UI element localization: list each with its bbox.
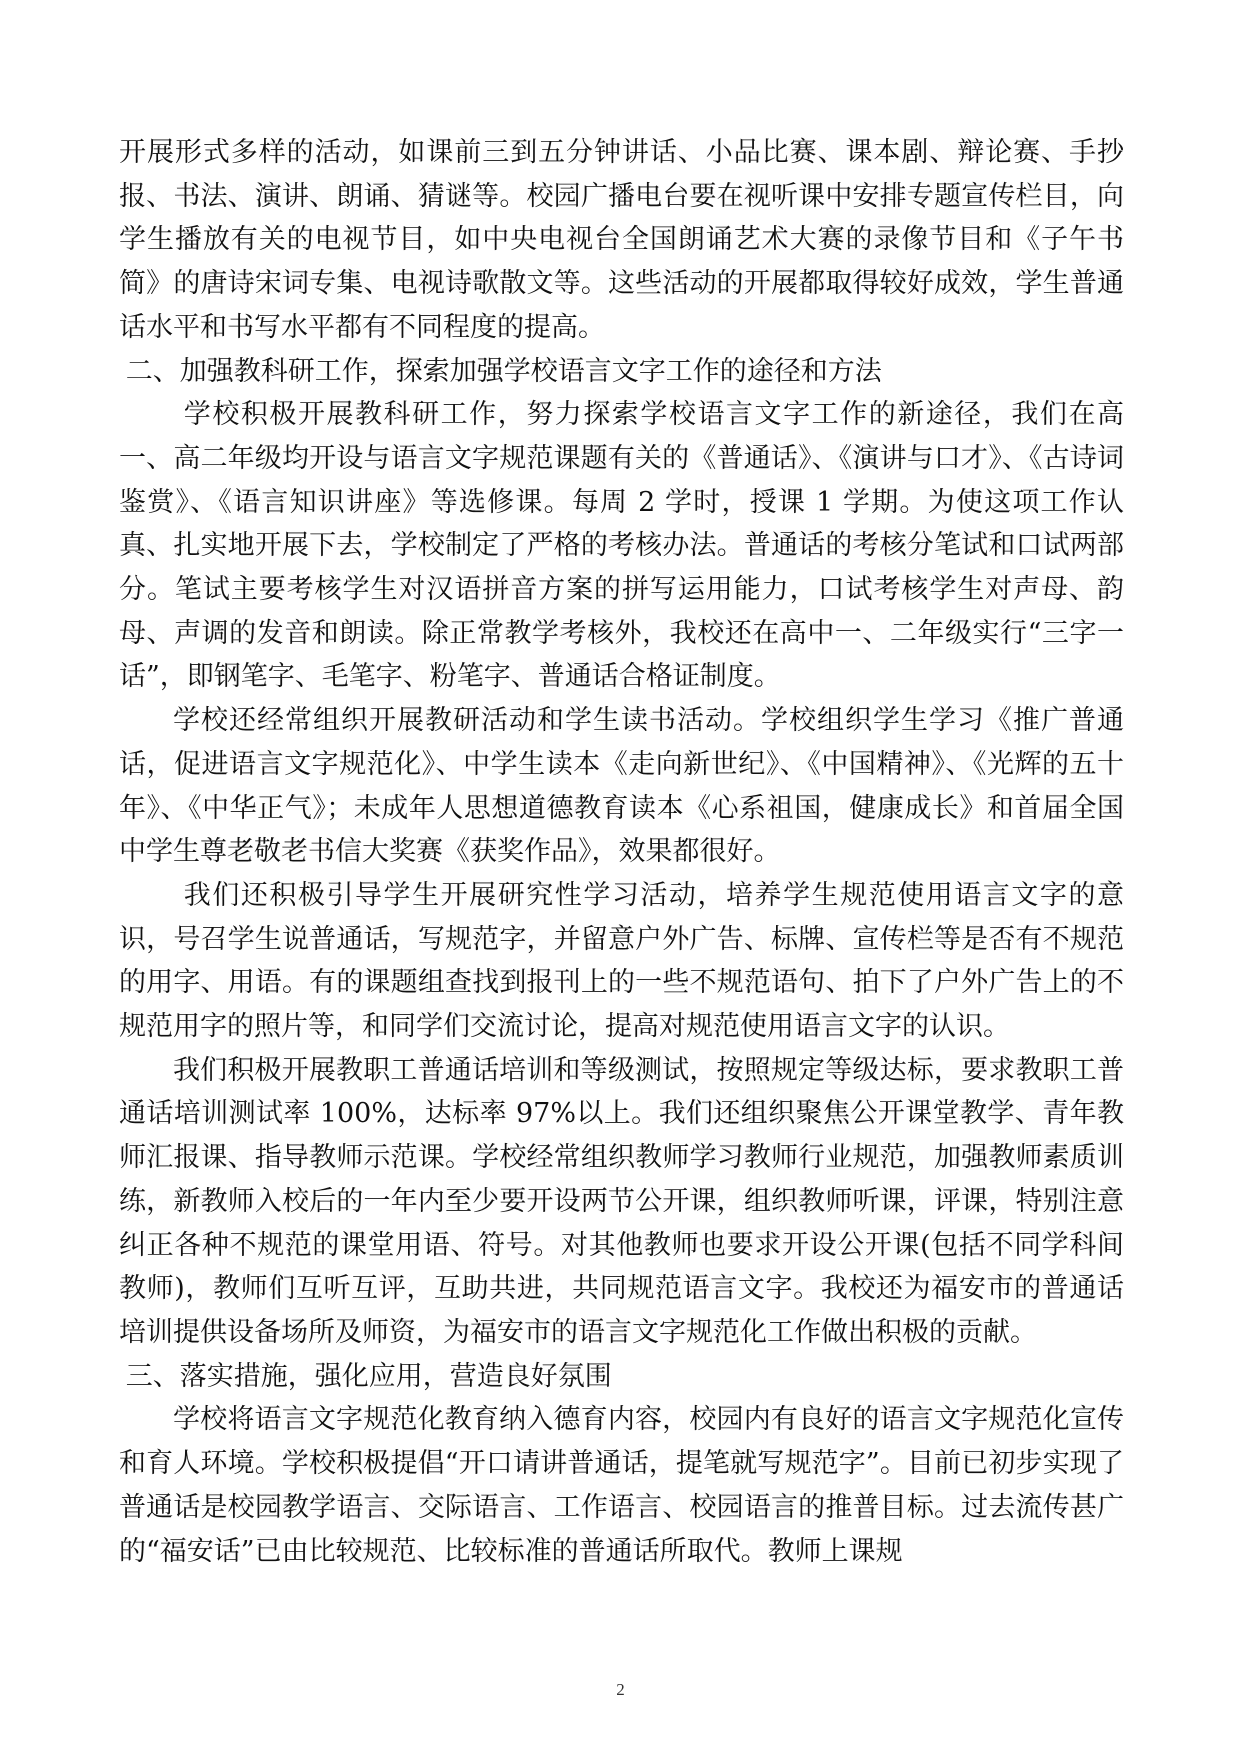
paragraph-research-learning: 我们还积极引导学生开展研究性学习活动，培养学生规范使用语言文字的意识，号召学生说普通话，写规范字，并留意户外广告、标牌、宣传栏等是否有不规范的用字、用语。有的课题组查找到报刊上的一些不规范语句、拍下了户外广告上的不规范用字的照片等，和同学们交流讨论，提高对规范使用语言文字的认识。 bbox=[119, 879, 1124, 1043]
page-number: 2 bbox=[616, 1680, 625, 1699]
paragraph-research-courses: 学校积极开展教科研工作，努力探索学校语言文字工作的新途径，我们在高一、高二年级均开设与语言文字规范课题有关的《普通话》、《演讲与口才》、《古诗词鉴赏》、《语言知识讲座》等选修课。每周 2 学时，授课 1 学期。为使这项工作认真、扎实地开展下去，学校制定了严格的考核办法。普通话的考核分笔试和口试两部分。笔试主要考核学生对汉语拼音方案的拼写运用能力，口试考核学生对声母、韵母、声调的发音和朗读。除正常教学考核外，我校还在高中一、二年级实行“三字一话”，即钢笔字、毛笔字、粉笔字、普通话合格证制度。 bbox=[119, 399, 1124, 693]
section-heading-3: 三、落实措施，强化应用，营造良好氛围 bbox=[125, 1360, 612, 1392]
paragraph-reading-activities: 学校还经常组织开展教研活动和学生读书活动。学校组织学生学习《推广普通话，促进语言文字规范化》、中学生读本《走向新世纪》、《中国精神》、《光辉的五十年》、《中华正气》；未成年人思想道德教育读本《心系祖国，健康成长》和首届全国中学生尊老敬老书信大奖赛《获奖作品》，效果都很好。 bbox=[119, 705, 1124, 868]
paragraph-moral-education: 学校将语言文字规范化教育纳入德育内容，校园内有良好的语言文字规范化宣传和育人环境。学校积极提倡“开口请讲普通话，提笔就写规范字”。目前已初步实现了普通话是校园教学语言、交际语言、工作语言、校园语言的推普目标。过去流传甚广的“福安话”已由比较规范、比较标准的普通话所取代。教师上课规 bbox=[119, 1404, 1124, 1567]
paragraph-staff-training: 我们积极开展教职工普通话培训和等级测试，按照规定等级达标，要求教职工普通话培训测试率 100%，达标率 97%以上。我们还组织聚焦公开课堂教学、青年教师汇报课、指导教师示范课。学校经常组织教师学习教师行业规范，加强教师素质训练，新教师入校后的一年内至少要开设两节公开课，组织教师听课，评课，特别注意纠正各种不规范的课堂用语、符号。对其他教师也要求开设公开课(包括不同学科间教师)，教师们互听互评，互助共进，共同规范语言文字。我校还为福安市的普通话培训提供设备场所及师资，为福安市的语言文字规范化工作做出积极的贡献。 bbox=[119, 1054, 1124, 1348]
document-body bbox=[119, 131, 1124, 1573]
paragraph-activities-continued: 开展形式多样的活动，如课前三到五分钟讲话、小品比赛、课本剧、辩论赛、手抄报、书法、演讲、朗诵、猜谜等。校园广播电台要在视听课中安排专题宣传栏目，向学生播放有关的电视节目，如中央电视台全国朗诵艺术大赛的录像节目和《子午书简》的唐诗宋词专集、电视诗歌散文等。这些活动的开展都取得较好成效，学生普通话水平和书写水平都有不同程度的提高。 bbox=[119, 137, 1124, 343]
section-heading-2: 二、加强教科研工作，探索加强学校语言文字工作的途径和方法 bbox=[125, 355, 882, 387]
